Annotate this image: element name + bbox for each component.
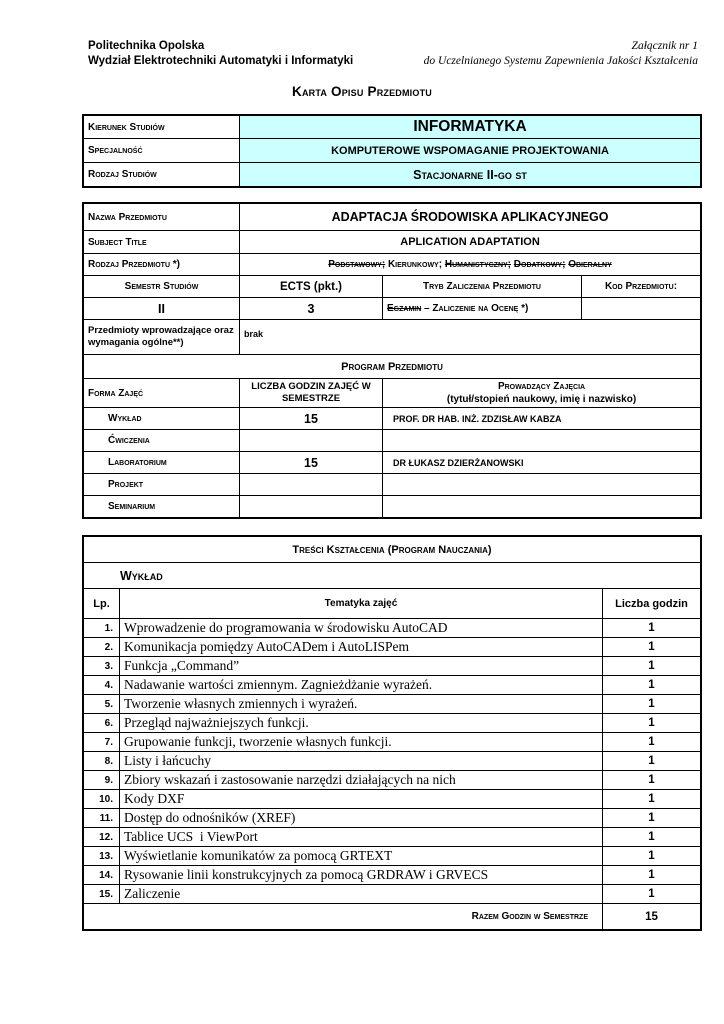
ects-value: 3 <box>240 298 383 320</box>
table-row <box>84 714 701 733</box>
study-mode-value: Stacjonarne II-go st <box>240 163 701 187</box>
form-lecturer: DR ŁUKASZ DZIERŻANOWSKI <box>383 452 701 474</box>
row-lp: 7. <box>84 733 120 752</box>
specialization-label: Specjalność <box>84 139 240 163</box>
table-row <box>84 771 701 790</box>
type-additional: Dodatkowy; <box>513 259 566 270</box>
pass-mode-text: – Zaliczenie na Ocenę *) <box>421 303 529 314</box>
field-value: INFORMATYKA <box>240 116 701 139</box>
form-name: Ćwiczenia <box>84 430 240 452</box>
col-topic: Tematyka zajęć <box>120 589 603 619</box>
form-lecturer <box>383 474 701 496</box>
row-topic: Tablice UCS i ViewPort <box>120 828 603 847</box>
subject-name-value: ADAPTACJA ŚRODOWISKA APLIKACYJNEGO <box>240 204 701 231</box>
table-row <box>84 676 701 695</box>
row-lp: 3. <box>84 657 120 676</box>
subject-code-value <box>582 298 701 320</box>
row-hours: 1 <box>603 638 701 657</box>
row-lp: 12. <box>84 828 120 847</box>
subject-title-label: Subject Title <box>84 231 240 254</box>
row-hours: 1 <box>603 695 701 714</box>
row-topic: Kody DXF <box>120 790 603 809</box>
form-label: Forma Zajęć <box>84 379 240 408</box>
row-hours: 1 <box>603 790 701 809</box>
lecturer-header <box>383 379 701 408</box>
row-topic: Nadawanie wartości zmiennym. Zagnieżdżanie wyrażeń. <box>120 676 603 695</box>
program-heading: Program Przedmiotu <box>84 355 701 379</box>
semester-value: II <box>84 298 240 320</box>
form-name: Projekt <box>84 474 240 496</box>
row-topic: Zaliczenie <box>120 885 603 904</box>
row-topic: Komunikacja pomiędzy AutoCADem i AutoLISPem <box>120 638 603 657</box>
table-row <box>84 733 701 752</box>
subject-type-value <box>240 254 701 276</box>
header-annex <box>424 39 698 69</box>
form-name: Wykład <box>84 408 240 430</box>
prerequisites-label: Przedmioty wprowadzające oraz wymagania ogólne**) <box>84 320 240 355</box>
row-topic: Zbiory wskazań i zastosowanie narzędzi działających na nich <box>120 771 603 790</box>
row-hours: 1 <box>603 714 701 733</box>
form-name: Laboratorium <box>84 452 240 474</box>
content-heading: Treści Kształcenia (Program Nauczania) <box>84 537 701 563</box>
content-section: Wykład <box>84 563 701 589</box>
row-lp: 15. <box>84 885 120 904</box>
col-lp: Lp. <box>84 589 120 619</box>
type-directional: Kierunkowy; <box>387 259 443 270</box>
table-row <box>84 657 701 676</box>
form-hours: 15 <box>240 452 383 474</box>
row-lp: 11. <box>84 809 120 828</box>
form-lecturer <box>383 496 701 518</box>
row-hours: 1 <box>603 885 701 904</box>
row-lp: 13. <box>84 847 120 866</box>
field-label: Kierunek Studiów <box>84 116 240 139</box>
row-hours: 1 <box>603 847 701 866</box>
row-lp: 9. <box>84 771 120 790</box>
prerequisites-value: brak <box>240 320 701 355</box>
pass-mode-label: Tryb Zaliczenia Przedmiotu <box>383 276 582 298</box>
table-row <box>84 885 701 904</box>
study-mode-label: Rodzaj Studiów <box>84 163 240 187</box>
row-hours: 1 <box>603 828 701 847</box>
row-topic: Tworzenie własnych zmiennych i wyrażeń. <box>120 695 603 714</box>
row-topic: Rysowanie linii konstrukcyjnych za pomocą GRDRAW i GRVECS <box>120 866 603 885</box>
form-name: Seminarium <box>84 496 240 518</box>
form-hours <box>240 430 383 452</box>
row-lp: 6. <box>84 714 120 733</box>
university-name: Politechnika Opolska <box>88 40 205 52</box>
row-hours: 1 <box>603 657 701 676</box>
table-row <box>84 790 701 809</box>
subject-code-label: Kod Przedmiotu: <box>582 276 701 298</box>
form-hours <box>240 474 383 496</box>
specialization-value: KOMPUTEROWE WSPOMAGANIE PROJEKTOWANIA <box>240 139 701 163</box>
form-row <box>84 430 701 452</box>
row-topic: Dostęp do odnośników (XREF) <box>120 809 603 828</box>
row-hours: 1 <box>603 752 701 771</box>
annex-number: Załącznik nr 1 <box>631 40 698 52</box>
row-lp: 8. <box>84 752 120 771</box>
row-hours: 1 <box>603 676 701 695</box>
row-lp: 5. <box>84 695 120 714</box>
row-topic: Przegląd najważniejszych funkcji. <box>120 714 603 733</box>
row-hours: 1 <box>603 733 701 752</box>
type-elective: Obieralny <box>568 259 612 270</box>
pass-exam-struck: Egzamin <box>387 303 422 314</box>
table-row <box>84 866 701 885</box>
semester-label: Semestr Studiów <box>84 276 240 298</box>
row-lp: 4. <box>84 676 120 695</box>
table-row <box>84 828 701 847</box>
annex-description: do Uczelnianego Systemu Zapewnienia Jakości Kształcenia <box>423 55 698 67</box>
total-value: 15 <box>603 904 701 930</box>
row-topic: Wprowadzenie do programowania w środowisku AutoCAD <box>120 619 603 638</box>
row-hours: 1 <box>603 809 701 828</box>
subject-name-label: Nazwa Przedmiotu <box>84 204 240 231</box>
lecturer-sublabel: (tytuł/stopień naukowy, imię i nazwisko) <box>446 394 637 405</box>
row-lp: 2. <box>84 638 120 657</box>
form-row <box>84 452 701 474</box>
row-topic: Wyświetlanie komunikatów za pomocą GRTEXT <box>120 847 603 866</box>
form-lecturer <box>383 430 701 452</box>
row-topic: Funkcja „Command” <box>120 657 603 676</box>
col-hours: Liczba godzin <box>603 589 701 619</box>
header-institution <box>88 39 353 69</box>
form-hours <box>240 496 383 518</box>
table-row <box>84 619 701 638</box>
row-lp: 1. <box>84 619 120 638</box>
row-topic: Listy i łańcuchy <box>120 752 603 771</box>
table-row <box>84 752 701 771</box>
row-lp: 14. <box>84 866 120 885</box>
pass-mode-value <box>383 298 582 320</box>
row-topic: Grupowanie funkcji, tworzenie własnych funkcji. <box>120 733 603 752</box>
table-row <box>84 847 701 866</box>
subject-info-table <box>83 203 701 518</box>
form-hours: 15 <box>240 408 383 430</box>
subject-type-label: Rodzaj Przedmiotu *) <box>84 254 240 276</box>
row-lp: 10. <box>84 790 120 809</box>
form-row <box>84 408 701 430</box>
row-hours: 1 <box>603 866 701 885</box>
total-label: Razem Godzin w Semestrze <box>84 904 603 930</box>
document-title: Karta Opisu Przedmiotu <box>292 84 432 99</box>
content-table <box>83 536 701 930</box>
form-row <box>84 496 701 518</box>
type-basic: Podstawowy; <box>328 259 386 270</box>
type-humanistic: Humanistyczny; <box>444 259 512 270</box>
table-row <box>84 638 701 657</box>
row-hours: 1 <box>603 619 701 638</box>
study-info-table <box>83 115 701 187</box>
form-row <box>84 474 701 496</box>
hours-label: LICZBA GODZIN ZAJĘĆ W SEMESTRZE <box>240 379 383 408</box>
table-row <box>84 695 701 714</box>
ects-label: ECTS (pkt.) <box>240 276 383 298</box>
table-row <box>84 809 701 828</box>
faculty-name: Wydział Elektrotechniki Automatyki i Informatyki <box>88 55 354 67</box>
lecturer-label: Prowadzący Zajęcia <box>497 381 586 392</box>
form-lecturer: PROF. DR HAB. INŻ. ZDZISŁAW KABZA <box>383 408 701 430</box>
subject-title-value: APLICATION ADAPTATION <box>240 231 701 254</box>
row-hours: 1 <box>603 771 701 790</box>
